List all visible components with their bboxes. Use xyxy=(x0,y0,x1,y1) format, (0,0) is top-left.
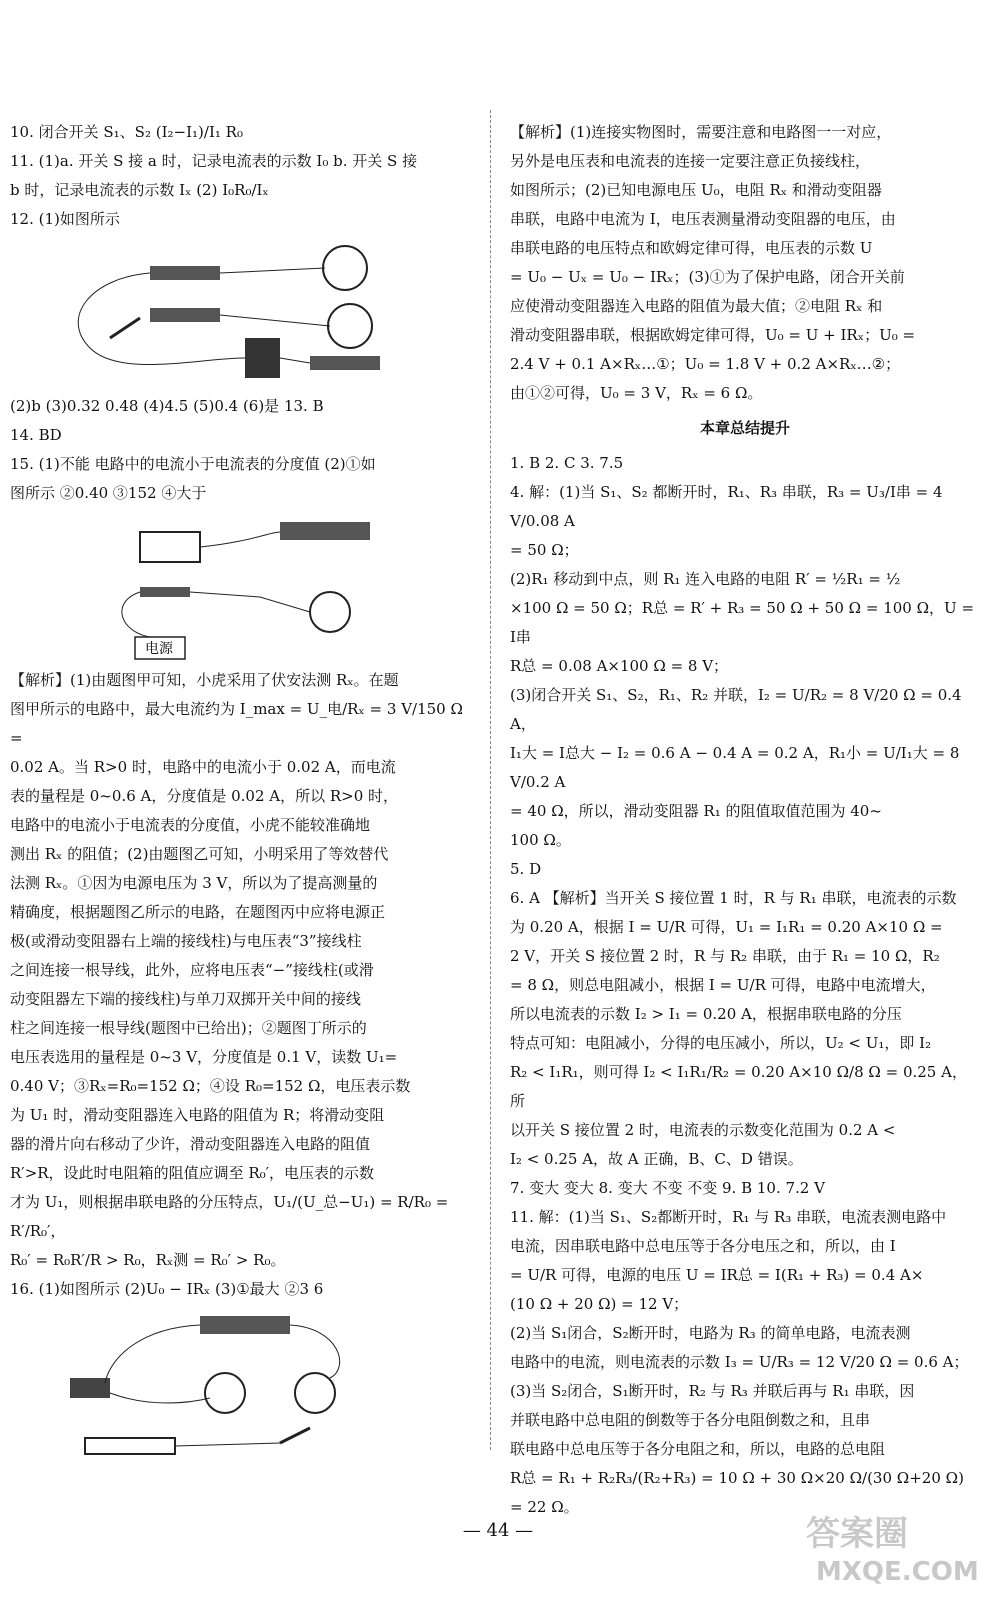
analysis-16-line: 串联，电路中电流为 I，电压表测量滑动变阻器的电压，由 xyxy=(510,210,896,228)
analysis-15-line: 才为 U₁，则根据串联电路的分压特点，U₁/(U_总−U₁) = R/R₀ = R′/R₀′， xyxy=(10,1193,449,1240)
circuit-figure-15 xyxy=(50,512,470,662)
answer-6-line: 6. A 【解析】当开关 S 接位置 1 时，R 与 R₁ 串联，电流表的示数 xyxy=(510,889,957,907)
answer-10: 10. 闭合开关 S₁、S₂ (I₂−I₁)/I₁ R₀ xyxy=(10,123,243,141)
analysis-16-line: 2.4 V + 0.1 A×Rₓ…①；U₀ = 1.8 V + 0.2 A×Rₓ…②； xyxy=(510,355,901,373)
right-column xyxy=(510,118,980,1522)
analysis-15-line: 器的滑片向右移动了少许，滑动变阻器连入电路的阻值 xyxy=(10,1135,371,1153)
analysis-15-line: 表的量程是 0~0.6 A，分度值是 0.02 A，所以 R>0 时， xyxy=(10,787,399,805)
answer-6-line: 以开关 S 接位置 2 时，电流表的示数变化范围为 0.2 A < xyxy=(510,1121,896,1139)
answer-4-line: R总 = 0.08 A×100 Ω = 8 V； xyxy=(510,657,729,675)
column-divider xyxy=(490,110,491,1450)
answer-11-line2: b 时，记录电流表的示数 Iₓ (2) I₀R₀/Iₓ xyxy=(10,181,269,199)
answer-1-3: 1. B 2. C 3. 7.5 xyxy=(510,454,624,472)
section-title: 本章总结提升 xyxy=(699,419,790,437)
answer-4-line: I₁大 = I总大 − I₂ = 0.6 A − 0.4 A = 0.2 A，R₁小 = U/I₁大 = 8 V/0.2 A xyxy=(510,744,960,791)
analysis-15-line: 0.02 A。当 R>0 时，电路中的电流小于 0.02 A，而电流 xyxy=(10,758,396,776)
answer-6-line: 2 V，开关 S 接位置 2 时，R 与 R₂ 串联，由于 R₁ = 10 Ω，R₂ xyxy=(510,947,940,965)
analysis-16-line: 滑动变阻器串联，根据欧姆定律可得，U₀ = U + IRₓ；U₀ = xyxy=(510,326,916,344)
answer-4-line: = 50 Ω； xyxy=(510,541,579,559)
analysis-16-line: 由①②可得，U₀ = 3 V，Rₓ = 6 Ω。 xyxy=(510,384,763,402)
answer-11-line: 联电路中总电压等于各分电阻之和，所以，电路的总电阻 xyxy=(510,1440,886,1458)
answer-6-line: 所以电流表的示数 I₂ > I₁ = 0.20 A，根据串联电路的分压 xyxy=(510,1005,902,1023)
answer-16: 16. (1)如图所示 (2)U₀ − IRₓ (3)①最大 ②3 6 xyxy=(10,1280,324,1298)
answer-7-10: 7. 变大 变大 8. 变大 不变 不变 9. B 10. 7.2 V xyxy=(510,1179,825,1197)
power-source-label: 电源 xyxy=(145,641,173,657)
answer-11-line: 电路中的电流，则电流表的示数 I₃ = U/R₃ = 12 V/20 Ω = 0.6 A； xyxy=(510,1353,969,1371)
analysis-15-line: 电压表选用的量程是 0~3 V，分度值是 0.1 V，读数 U₁= xyxy=(10,1048,398,1066)
page-number: — 44 — xyxy=(462,1520,534,1541)
answer-6-line: R₂ < I₁R₁，则可得 I₂ < I₁R₁/R₂ = 0.20 A×10 Ω/8 Ω = 0.25 A，所 xyxy=(510,1063,967,1110)
answer-4-line: (3)闭合开关 S₁、S₂，R₁、R₂ 并联，I₂ = U/R₂ = 8 V/20 Ω = 0.4 A， xyxy=(510,686,962,733)
answer-12: 12. (1)如图所示 xyxy=(10,210,120,228)
analysis-15-line: 0.40 V；③Rₓ=R₀=152 Ω；④设 R₀=152 Ω，电压表示数 xyxy=(10,1077,411,1095)
analysis-15-line: 之间连接一根导线，此外，应将电压表“−”接线柱(或滑 xyxy=(10,961,374,979)
answer-4-line: ×100 Ω = 50 Ω；R总 = R′ + R₃ = 50 Ω + 50 Ω = 100 Ω，U = I串 xyxy=(510,599,975,646)
answer-6-line: I₂ < 0.25 A，故 A 正确，B、C、D 错误。 xyxy=(510,1150,803,1168)
answer-4-line: (2)R₁ 移动到中点，则 R₁ 连入电路的电阻 R′ = ½R₁ = ½ xyxy=(510,570,901,588)
analysis-15-line: 柱之间连接一根导线(题图中已给出)；②题图丁所示的 xyxy=(10,1019,367,1037)
answer-11-line: = U/R 可得，电源的电压 U = IR总 = I(R₁ + R₃) = 0.4 A× xyxy=(510,1266,924,1284)
analysis-16-line: 串联电路的电压特点和欧姆定律可得，电压表的示数 U xyxy=(510,239,873,257)
analysis-16-line: = U₀ − Uₓ = U₀ − IRₓ；(3)①为了保护电路，闭合开关前 xyxy=(510,268,905,286)
analysis-15-line: R₀′ = R₀R′/R > R₀，Rₓ测 = R₀′ > R₀。 xyxy=(10,1251,286,1269)
svg-text:MXQE.COM: MXQE.COM xyxy=(816,1557,979,1587)
answer-6-line: 特点可知：电阻减小，分得的电压减小，所以，U₂ < U₁，即 I₂ xyxy=(510,1034,932,1052)
answer-11-line: 并联电路中总电阻的倒数等于各分电阻倒数之和，且串 xyxy=(510,1411,871,1429)
answer-11-line: (10 Ω + 20 Ω) = 12 V； xyxy=(510,1295,689,1313)
analysis-15-line: 为 U₁ 时，滑动变阻器连入电路的阻值为 R；将滑动变阻 xyxy=(10,1106,385,1124)
answer-11-line1: 11. (1)a. 开关 S 接 a 时，记录电流表的示数 I₀ b. 开关 S 接 xyxy=(10,152,418,170)
circuit-figure-12 xyxy=(50,238,470,388)
answer-4-line: 100 Ω。 xyxy=(510,831,571,849)
answer-4-line: = 40 Ω，所以，滑动变阻器 R₁ 的阻值取值范围为 40~ xyxy=(510,802,882,820)
analysis-16-line: 应使滑动变阻器连入电路的阻值为最大值；②电阻 Rₓ 和 xyxy=(510,297,883,315)
analysis-15-line: 电路中的电流小于电流表的分度值，小虎不能较准确地 xyxy=(10,816,371,834)
answer-11-line: 11. 解：(1)当 S₁、S₂都断开时，R₁ 与 R₃ 串联，电流表测电路中 xyxy=(510,1208,947,1226)
analysis-16-line: 【解析】(1)连接实物图时，需要注意和电路图一一对应， xyxy=(510,123,892,141)
answer-11-line: (3)当 S₂闭合，S₁断开时，R₂ 与 R₃ 并联后再与 R₁ 串联，因 xyxy=(510,1382,915,1400)
answer-6-line: = 8 Ω，则总电阻减小，根据 I = U/R 可得，电路中电流增大， xyxy=(510,976,936,994)
analysis-15-line: 精确度，根据题图乙所示的电路，在题图丙中应将电源正 xyxy=(10,903,386,921)
analysis-15-line: 极(或滑动变阻器右上端的接线柱)与电压表“3”接线柱 xyxy=(10,932,362,950)
analysis-15-line: 法测 Rₓ。①因为电源电压为 3 V，所以为了提高测量的 xyxy=(10,874,378,892)
analysis-15-line: 【解析】(1)由题图甲可知，小虎采用了伏安法测 Rₓ。在题 xyxy=(10,671,399,689)
analysis-16-line: 另外是电压表和电流表的连接一定要注意正负接线柱， xyxy=(510,152,871,170)
answer-15-line2: 图所示 ②0.40 ③152 ④大于 xyxy=(10,484,207,502)
answer-14: 14. BD xyxy=(10,426,62,444)
answer-6-line: 为 0.20 A，根据 I = U/R 可得，U₁ = I₁R₁ = 0.20 A×10 Ω = xyxy=(510,918,943,936)
answer-11-line: R总 = R₁ + R₂R₃/(R₂+R₃) = 10 Ω + 30 Ω×20 Ω/(30 Ω+20 Ω) = 22 Ω。 xyxy=(510,1469,964,1516)
analysis-15-line: 动变阻器左下端的接线柱)与单刀双掷开关中间的接线 xyxy=(10,990,361,1008)
watermark-logo xyxy=(796,1500,986,1590)
answer-5: 5. D xyxy=(510,860,542,878)
analysis-15-line: R′>R，设此时电阻箱的阻值应调至 R₀′，电压表的示数 xyxy=(10,1164,375,1182)
analysis-15-line: 图甲所示的电路中，最大电流约为 I_max = U_电/Rₓ = 3 V/150 Ω = xyxy=(10,700,463,747)
answer-12-parts: (2)b (3)0.32 0.48 (4)4.5 (5)0.4 (6)是 13. B xyxy=(10,397,324,415)
svg-text:答案圈: 答案圈 xyxy=(806,1514,908,1554)
analysis-16-line: 如图所示；(2)已知电源电压 U₀，电阻 Rₓ 和滑动变阻器 xyxy=(510,181,882,199)
answer-11-line: 电流，因串联电路中总电压等于各分电压之和，所以，由 I xyxy=(510,1237,896,1255)
left-column xyxy=(10,118,470,1462)
answer-15-line1: 15. (1)不能 电路中的电流小于电流表的分度值 (2)①如 xyxy=(10,455,376,473)
answer-4-line: 4. 解：(1)当 S₁、S₂ 都断开时，R₁、R₃ 串联，R₃ = U₃/I串 = 4 V/0.08 A xyxy=(510,483,943,530)
analysis-15-line: 测出 Rₓ 的阻值；(2)由题图乙可知，小明采用了等效替代 xyxy=(10,845,389,863)
answer-11-line: (2)当 S₁闭合，S₂断开时，电路为 R₃ 的简单电路，电流表测 xyxy=(510,1324,911,1342)
circuit-figure-16 xyxy=(50,1308,470,1458)
